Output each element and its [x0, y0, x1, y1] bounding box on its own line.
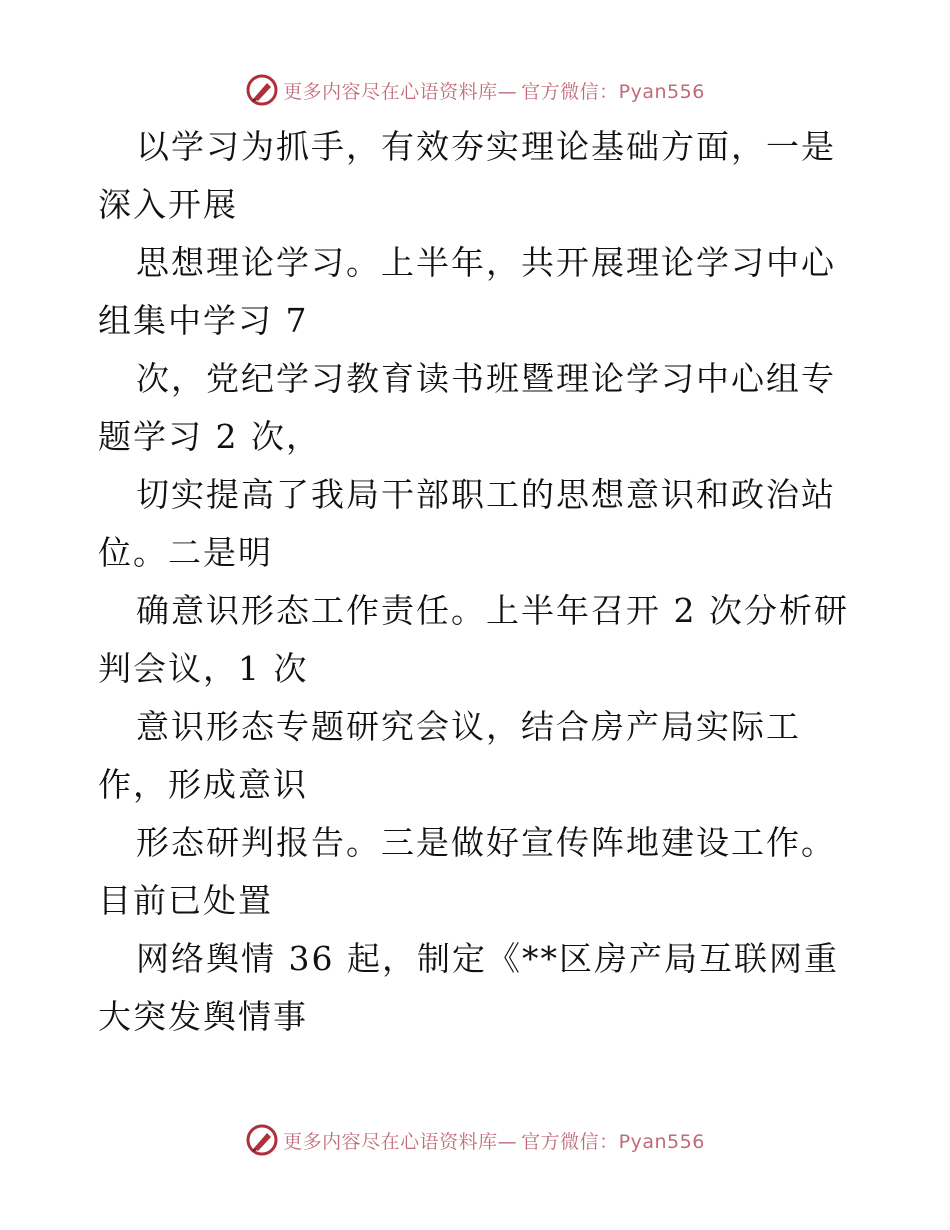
pen-logo-icon	[245, 73, 279, 107]
paragraph-2: 思想理论学习。上半年，共开展理论学习中心组集中学习 7	[98, 243, 836, 340]
paragraph-4: 切实提高了我局干部职工的思想意识和政治站位。二是明	[98, 475, 836, 572]
pen-logo-icon	[245, 1123, 279, 1157]
paragraph-3: 次，党纪学习教育读书班暨理论学习中心组专题学习 2 次，	[98, 359, 836, 456]
footer-banner	[0, 1120, 950, 1160]
banner-wechat: 官方微信：Pyan556	[521, 80, 705, 103]
header-banner	[0, 70, 950, 110]
paragraph-8: 网络舆情 36 起，制定《**区房产局互联网重大突发舆情事	[98, 939, 839, 1036]
paragraph-6: 意识形态专题研究会议，结合房产局实际工作，形成意识	[98, 707, 801, 804]
banner-wechat: 官方微信：Pyan556	[521, 1130, 705, 1153]
banner-text: 更多内容尽在心语资料库—	[283, 80, 518, 103]
paragraph-5: 确意识形态工作责任。上半年召开 2 次分析研判会议，1 次	[98, 591, 849, 688]
paragraph-1: 以学习为抓手，有效夯实理论基础方面，一是深入开展	[98, 127, 836, 224]
document-body	[98, 118, 858, 1046]
paragraph-7: 形态研判报告。三是做好宣传阵地建设工作。目前已处置	[98, 823, 836, 920]
banner-text: 更多内容尽在心语资料库—	[283, 1130, 518, 1153]
